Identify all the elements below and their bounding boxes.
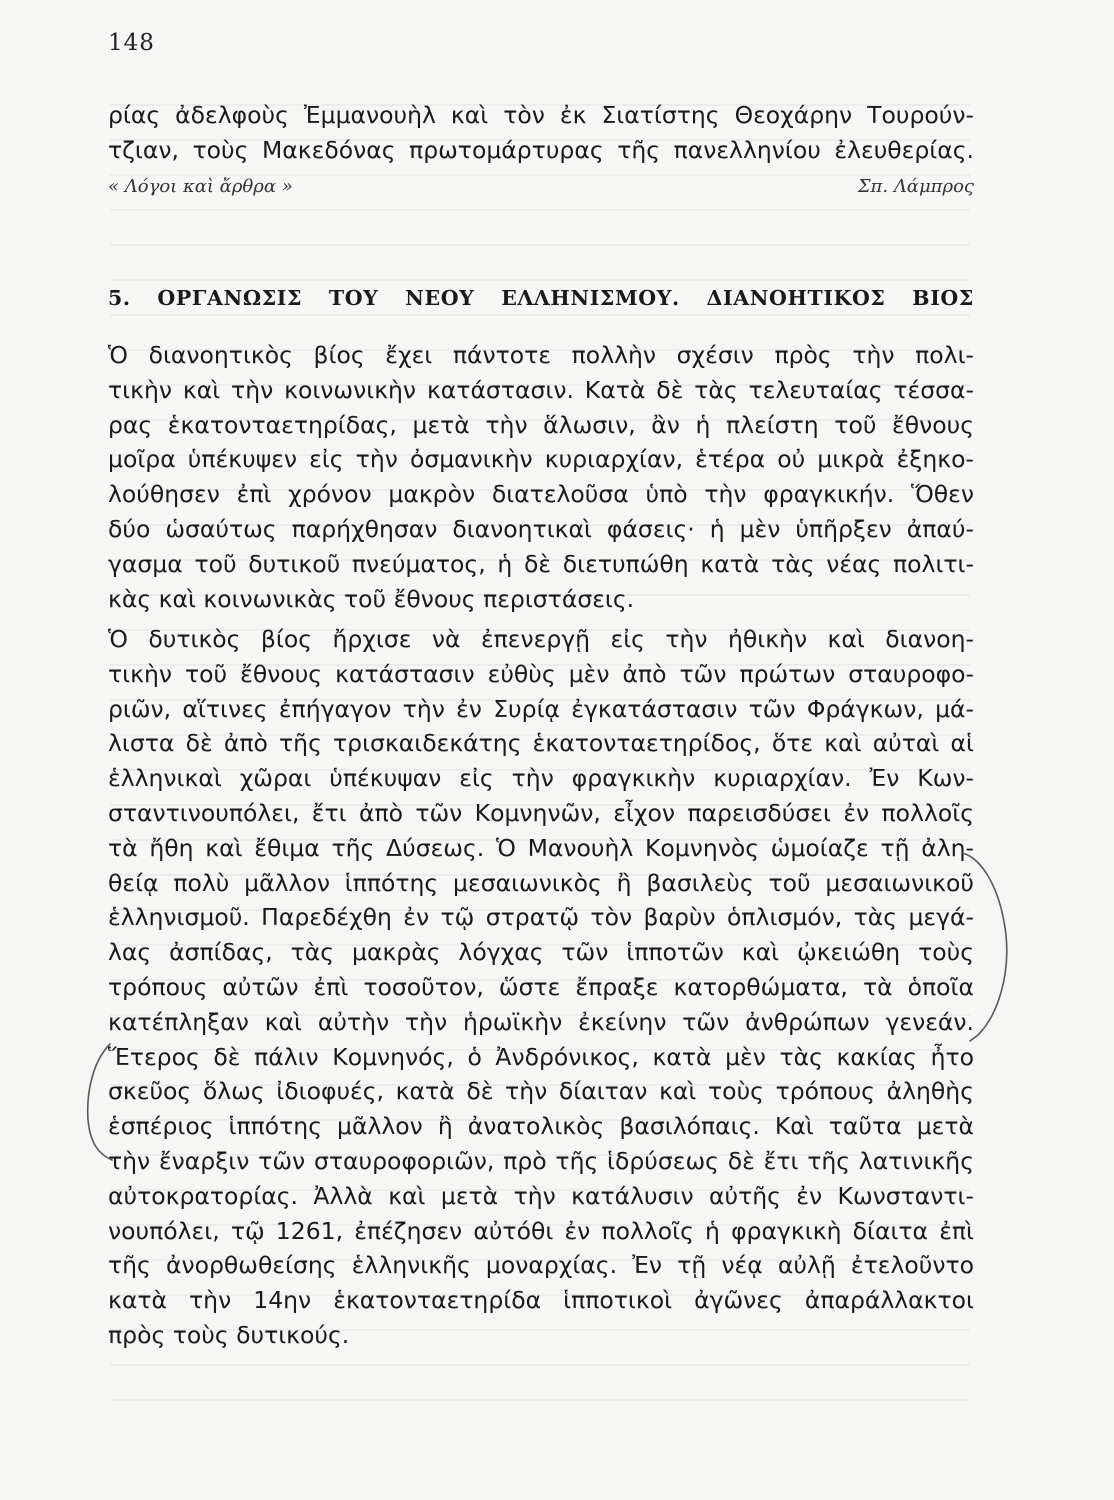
text-line: ἑσπέριος ἱππότης μᾶλλον ἢ ἀνατολικὸς βασιλόπαις. Καὶ ταῦτα μετὰ [108, 1112, 974, 1141]
text-line: κὰς καὶ κοινωνικὰς τοῦ ἔθνους περιστάσεις. [108, 584, 635, 613]
text-line: ἑλληνικαὶ χῶραι ὑπέκυψαν εἰς τὴν φραγκικὴν κυριαρχίαν. Ἐν Κων- [108, 764, 974, 793]
text-line: αὐτοκρατορίας. Ἀλλὰ καὶ μετὰ τὴν κατάλυσιν αὐτῆς ἐν Κωνσταντι- [108, 1181, 974, 1210]
text-line: μοῖρα ὑπέκυψεν εἰς τὴν ὀσμανικὴν κυριαρχίαν, ἑτέρα οὐ μικρὰ ἐξηκο- [108, 445, 974, 474]
text-line: θείᾳ πολὺ μᾶλλον ἱππότης μεσαιωνικὸς ἢ βασιλεὺς τοῦ μεσαιωνικοῦ [108, 868, 974, 897]
text-line: κατέπληξαν καὶ αὐτὴν τὴν ἡρωϊκὴν ἐκείνην τῶν ἀνθρώπων γενεάν. [108, 1007, 974, 1036]
section-heading [108, 286, 974, 310]
text-line: λούθησεν ἐπὶ χρόνον μακρὸν διατελοῦσα ὑπὸ τὴν φραγκικήν. Ὅθεν [108, 480, 974, 509]
text-line: τρόπους αὐτῶν ἐπὶ τοσοῦτον, ὥστε ἔπραξε κατορθώματα, τὰ ὁποῖα [108, 972, 974, 1001]
section-title-word: ΒΙΟΣ [912, 286, 974, 310]
text-line: Ὁ διανοητικὸς βίος ἔχει πάντοτε πολλὴν σχέσιν πρὸς τὴν πολι- [108, 341, 974, 369]
text-line: Ὁ δυτικὸς βίος ἤρχισε νὰ ἐπενεργῇ εἰς τὴν ἠθικὴν καὶ διανοη- [108, 625, 974, 653]
page-number: 148 [108, 30, 155, 56]
text-line: ρας ἑκατονταετηρίδας, μετὰ τὴν ἅλωσιν, ἂν ἡ πλείστη τοῦ ἔθνους [108, 410, 974, 439]
paragraph-2 [108, 622, 974, 1353]
section-title-word: ΟΡΓΑΝΩΣΙΣ [157, 286, 303, 310]
text-line: σταντινουπόλει, ἔτι ἀπὸ τῶν Κομνηνῶν, εἶχον παρεισδύσει ἐν πολλοῖς [108, 798, 974, 827]
text-line: ρίας ἀδελφοὺς Ἐμμανουὴλ καὶ τὸν ἐκ Σιατίστης Θεοχάρην Τουρούν- [108, 101, 974, 129]
text-line: τζιαν, τοὺς Μακεδόνας πρωτομάρτυρας τῆς πανελληνίου ἐλευθερίας. [108, 135, 974, 164]
section-title-word: ΤΟΥ [328, 286, 379, 310]
text-line: ριῶν, αἵτινες ἐπήγαγον τὴν ἐν Συρίᾳ ἐγκατάστασιν τῶν Φράγκων, μά- [108, 694, 974, 723]
text-line: τικὴν καὶ τὴν κοινωνικὴν κατάστασιν. Κατὰ δὲ τὰς τελευταίας τέσσα- [108, 375, 974, 404]
text-line: νουπόλει, τῷ 1261, ἐπέζησεν αὐτόθι ἐν πολλοῖς ἡ φραγκικὴ δίαιτα ἐπὶ [108, 1216, 974, 1245]
section-number: 5. [108, 286, 131, 310]
text-line: τῆς ἀνορθωθείσης ἑλληνικῆς μοναρχίας. Ἐν τῇ νέᾳ αὐλῇ ἐτελοῦντο [108, 1251, 974, 1280]
section-title-word: ΕΛΛΗΝΙΣΜΟΥ. [501, 286, 680, 310]
section-title-word: ΔΙΑΝΟΗΤΙΚΟΣ [706, 286, 886, 310]
text-line: λας ἀσπίδας, τὰς μακρὰς λόγχας τῶν ἱπποτῶν καὶ ᾠκειώθη τοὺς [108, 938, 974, 967]
text-line: γασμα τοῦ δυτικοῦ πνεύματος, ἡ δὲ διετυπώθη κατὰ τὰς νέας πολιτι- [108, 549, 974, 578]
intro-paragraph [108, 98, 974, 168]
text-line: τὴν ἔναρξιν τῶν σταυροφοριῶν, πρὸ τῆς ἱδρύσεως δὲ ἔτι τῆς λατινικῆς [108, 1146, 974, 1175]
section-title-word: ΝΕΟΥ [405, 286, 475, 310]
text-line: κατὰ τὴν 14ην ἑκατονταετηρίδα ἱπποτικοὶ ἀγῶνες ἀπαράλλακτοι [108, 1286, 974, 1315]
text-line: ἑλληνισμοῦ. Παρεδέχθη ἐν τῷ στρατῷ τὸν βαρὺν ὁπλισμόν, τὰς μεγά- [108, 903, 974, 932]
citation [108, 176, 974, 204]
text-line: Ἕτερος δὲ πάλιν Κομνηνός, ὁ Ἀνδρόνικος, κατὰ μὲν τὰς κακίας ἦτο [108, 1042, 974, 1071]
text-line: λιστα δὲ ἀπὸ τῆς τρισκαιδεκάτης ἑκατονταετηρίδος, ὅτε καὶ αὐταὶ αἱ [108, 729, 974, 758]
text-line: τὰ ἤθη καὶ ἔθιμα τῆς Δύσεως. Ὁ Μανουὴλ Κομνηνὸς ὡμοίαζε τῇ ἀλη- [108, 833, 974, 862]
text-line: δύο ὡσαύτως παρήχθησαν διανοητικαὶ φάσεις· ἡ μὲν ὑπῆρξεν ἀπαύ- [108, 514, 974, 543]
paragraph-1 [108, 338, 974, 616]
text-line: τικὴν τοῦ ἔθνους κατάστασιν εὐθὺς μὲν ἀπὸ τῶν πρώτων σταυροφο- [108, 659, 974, 688]
citation-author: Σπ. Λάμπρος [857, 176, 974, 197]
citation-source: « Λόγοι καὶ ἄρθρα » [108, 176, 293, 197]
text-line: πρὸς τοὺς δυτικούς. [108, 1320, 350, 1349]
text-line: σκεῦος ὅλως ἰδιοφυές, κατὰ δὲ τὴν δίαιταν καὶ τοὺς τρόπους ἀληθὴς [108, 1077, 974, 1106]
